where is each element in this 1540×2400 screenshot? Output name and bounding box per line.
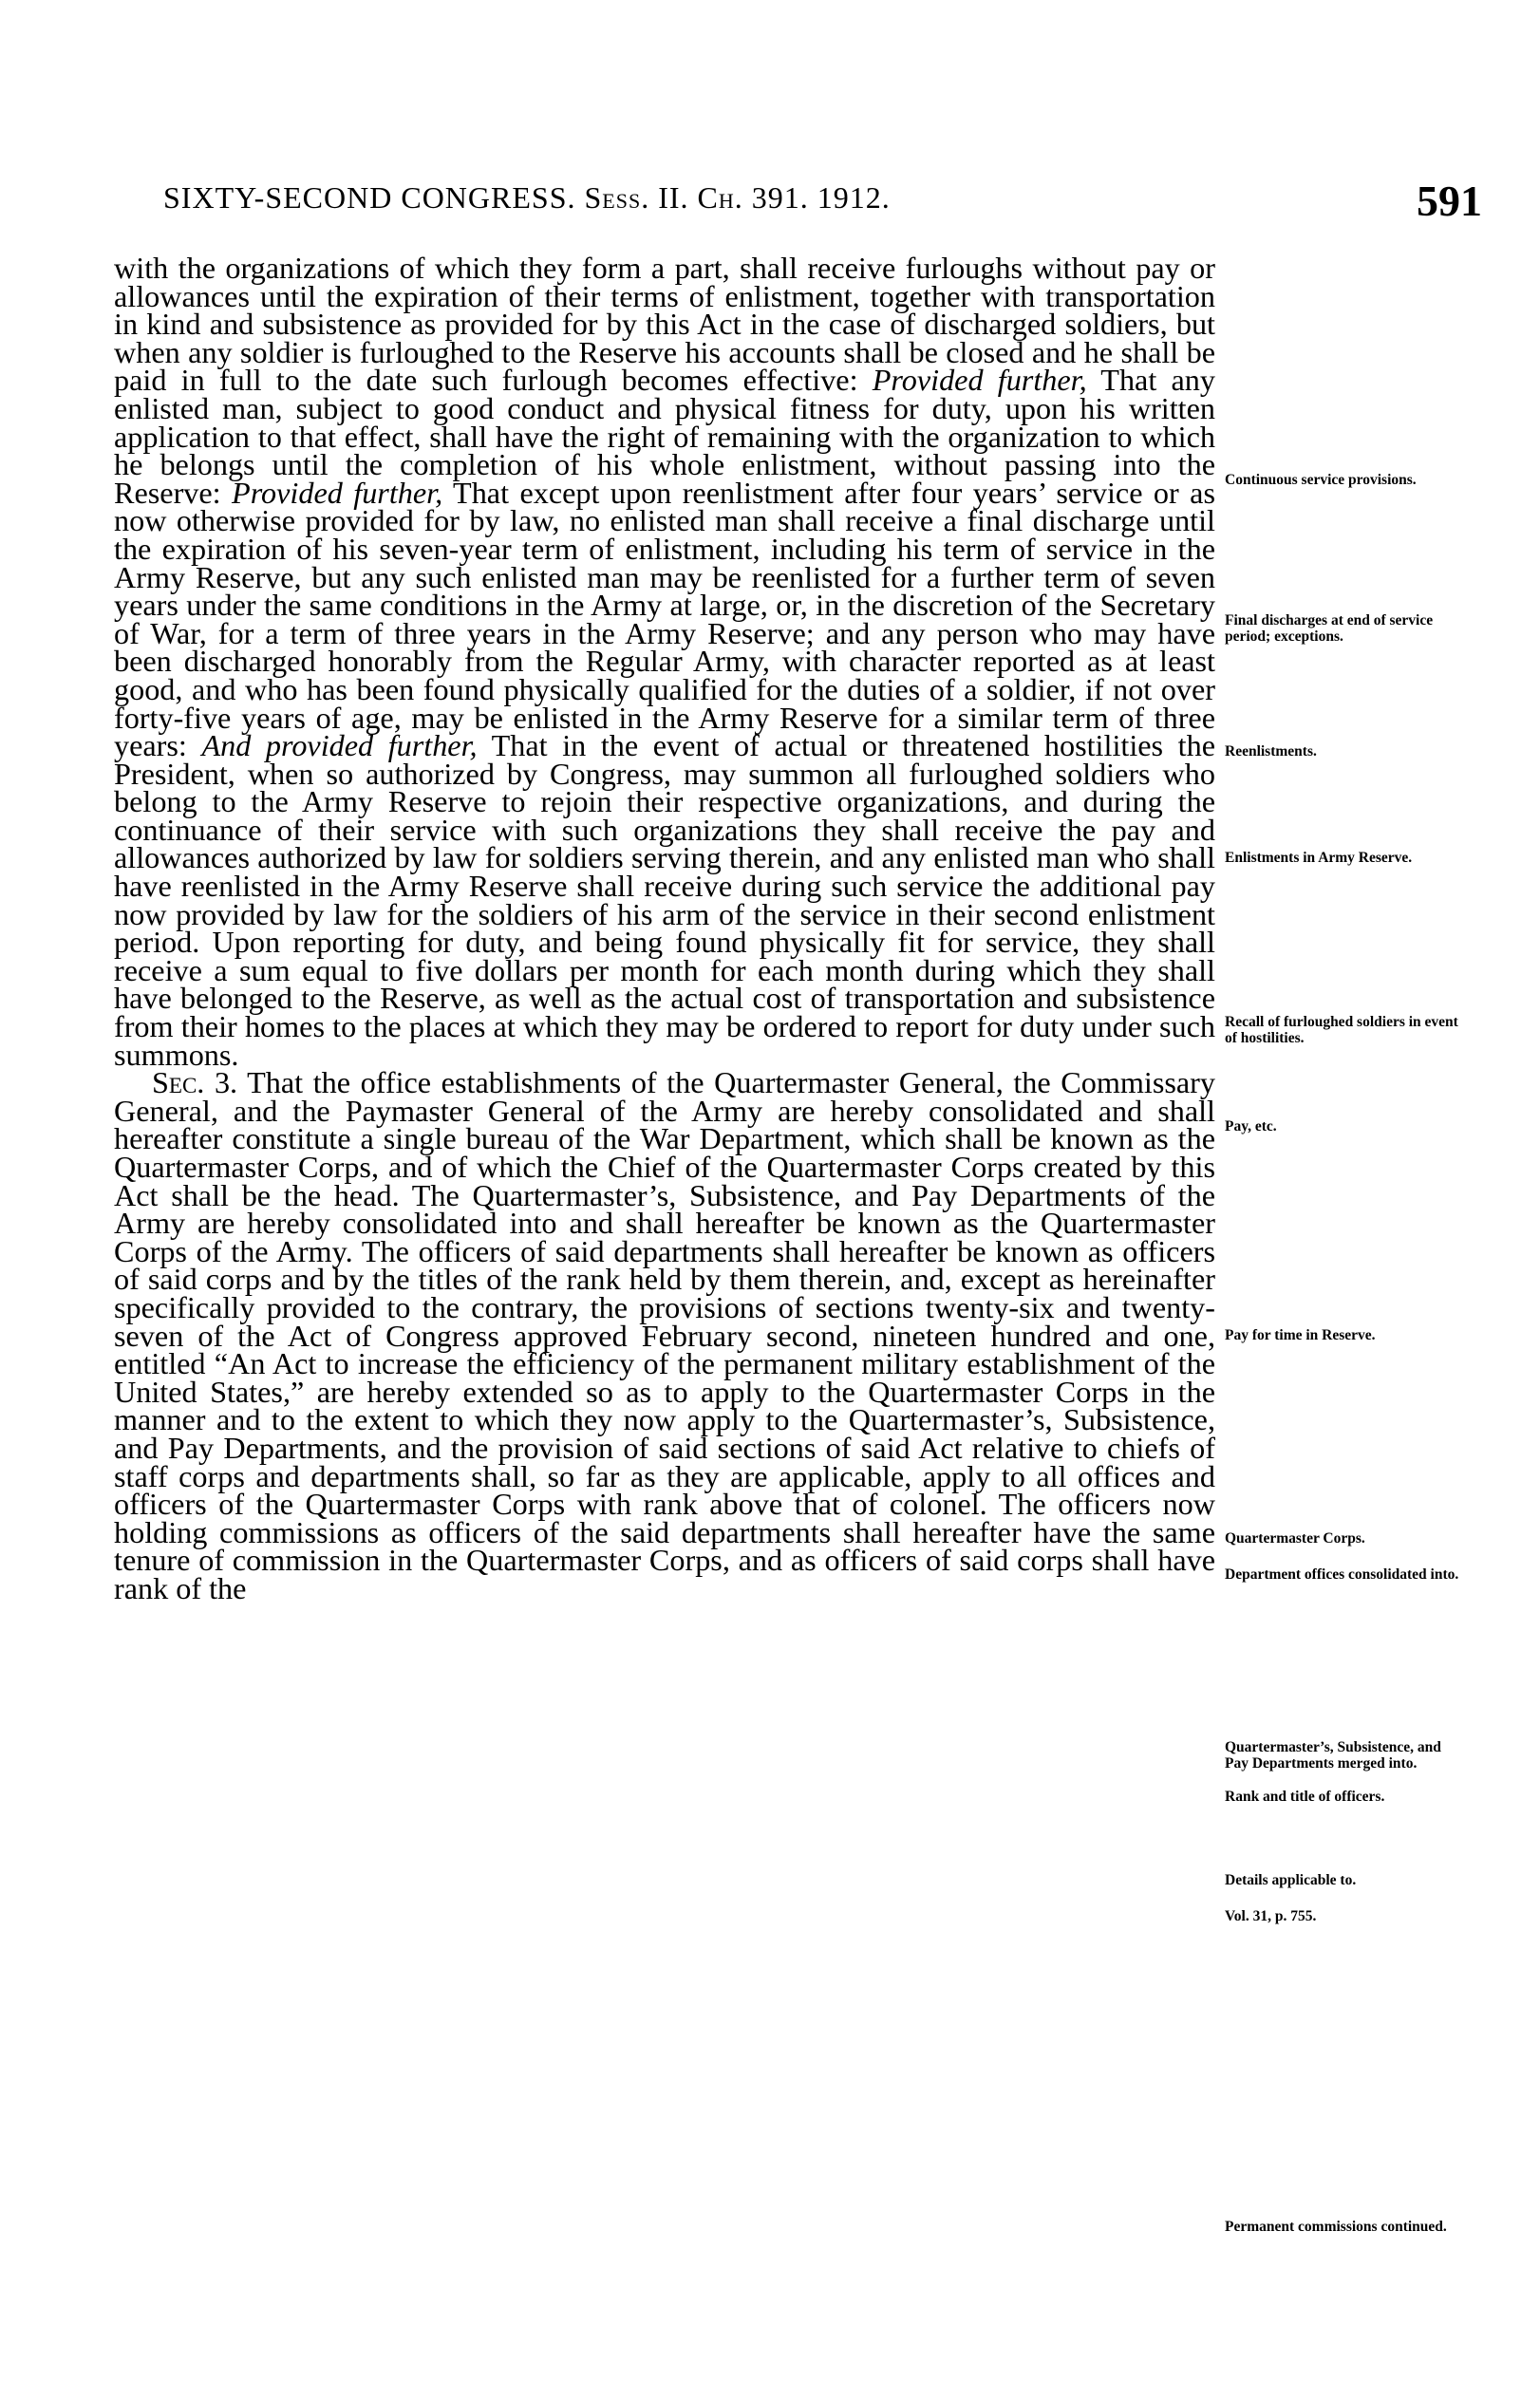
proviso-phrase: And provided further, <box>201 728 478 763</box>
header-session: Sess. II. <box>584 180 689 215</box>
margin-note: Vol. 31, p. 755. <box>1225 1908 1317 1924</box>
margin-note: Quartermaster Corps. <box>1225 1530 1365 1547</box>
margin-note: Quartermaster’s, Subsistence, and Pay Departments merged into. <box>1225 1739 1441 1772</box>
text-run: That any enlisted man, subject to good conduct and physical fitness for duty, upon his written application to that effect, shall have the right of remaining with the organization to which he belongs until the completion of his whole enlistment, without passing into the Reserve: <box>114 363 1215 510</box>
body-text <box>114 251 1215 1605</box>
header-year: 1912. <box>817 180 891 215</box>
paragraph-continued <box>114 251 1215 1072</box>
margin-note: Permanent commissions continued. <box>1225 2219 1447 2235</box>
text-run: That except upon reenlistment after four years’ service or as now otherwise provided for by law, no enlisted man shall receive a final discharge until the expiration of his seven-year term of enlistment, including his term of service in the Army Reserve, but any such enlisted man may be reenlisted for a further term of seven years under the same conditions in the Army at large, or, in the discretion of the Secretary of War, for a term of three years in the Army Reserve; and any person who may have been discharged honorably from the Regular Army, with character reported as at least good, and who has been found physically qualified for the duties of a soldier, if not over forty-five years of age, may be enlisted in the Army Reserve for a similar term of three years: <box>114 475 1215 763</box>
margin-note: Recall of furloughed soldiers in event of hostilities. <box>1225 1014 1458 1046</box>
margin-note: Reenlistments. <box>1225 743 1317 759</box>
margin-note: Department offices consolidated into. <box>1225 1566 1459 1583</box>
text-run: That the office establishments of the Quartermaster General, the Commissary General, and the Paymaster General of the Army are hereby consolidated and shall hereafter constitute a single bureau of the War Department, which shall be known as the Quartermaster Corps, and of which the Chief of the Quartermaster Corps created by this Act shall be the head. The Quartermaster’s, Subsistence, and Pay Departments of the Army are hereby consolidated into and shall hereafter be known as the Quartermaster Corps of the Army. The officers of said departments shall hereafter be known as officers of said corps and by the titles of the rank held by them therein, and, except as hereinafter specifically provided to the contrary, the provisions of sections twenty-six and twenty-seven of the Act of Congress approved February second, nineteen hundred and one, entitled “An Act to increase the efficiency of the permanent military establishment of the United States,” are hereby extended so as to apply to the Quartermaster Corps in the manner and to the extent to which they now apply to the Quartermaster’s, Subsistence, and Pay Departments, and the provision of said sections of said Act relative to chiefs of staff corps and departments shall, so far as they are applicable, apply to all offices and officers of the Quartermaster Corps with rank above that of colonel. The officers now holding commissions as officers of the said departments shall hereafter have the same tenure of commission in the Quartermaster Corps, and as officers of said corps shall have rank of the <box>114 1065 1215 1605</box>
margin-note: Enlistments in Army Reserve. <box>1225 850 1413 866</box>
header-congress: SIXTY-SECOND CONGRESS. <box>163 180 576 215</box>
margin-note: Pay for time in Reserve. <box>1225 1327 1376 1343</box>
text-run: That in the event of actual or threatened hostilities the President, when so authorized by Congress, may summon all furloughed soldiers who belong to the Army Reserve to rejoin their respective organizations, and during the continuance of their service with such organizations they shall receive the pay and allowances authorized by law for soldiers serving therein, and any enlisted man who shall have reenlisted in the Army Reserve shall receive during such service the additional pay now provided by law for the soldiers of his arm of the service in their second enlistment period. Upon reporting for duty, and being found physically fit for service, they shall receive a sum equal to five dollars per month for each month during which they shall have belonged to the Reserve, as well as the actual cost of transportation and subsistence from their homes to the places at which they may be ordered to report for duty under such summons. <box>114 728 1215 1072</box>
proviso-phrase: Provided further, <box>872 363 1087 398</box>
header-chapter: Ch. 391. <box>697 180 809 215</box>
page-number: 591 <box>1417 177 1482 225</box>
proviso-phrase: Provided further, <box>232 475 443 510</box>
text-run: with the organizations of which they form a part, shall receive furloughs without pay or allowances until the expiration of their terms of enlistment, together with transportation in kind and subsistence as provided for by this Act in the case of discharged soldiers, but when any soldier is furloughed to the Reserve his accounts shall be closed and he shall be paid in full to the date such furlough becomes effective: <box>114 251 1215 398</box>
margin-note: Final discharges at end of service period; exceptions. <box>1225 612 1434 645</box>
margin-note: Details applicable to. <box>1225 1872 1357 1888</box>
margin-note: Continuous service provisions. <box>1225 472 1417 488</box>
margin-note: Rank and title of officers. <box>1225 1789 1385 1805</box>
margin-note: Pay, etc. <box>1225 1118 1277 1134</box>
paragraph-section-3 <box>114 1065 1215 1605</box>
running-header <box>163 180 891 216</box>
section-label: Sec. 3. <box>152 1065 238 1100</box>
